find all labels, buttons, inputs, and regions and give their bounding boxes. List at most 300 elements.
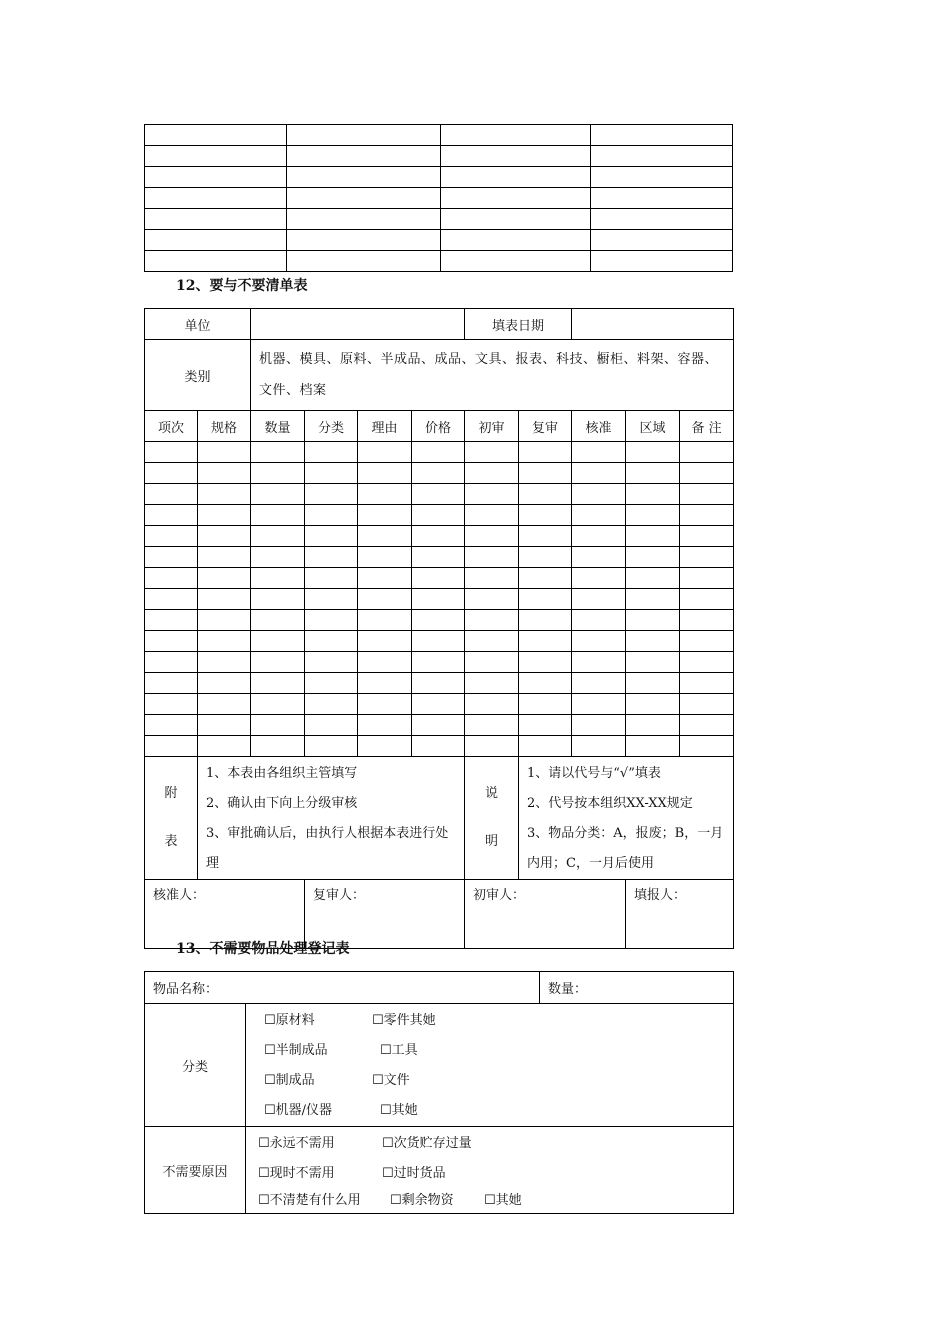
table-cell[interactable] (465, 631, 519, 652)
reason-label: 不需要原因 (145, 1127, 246, 1214)
table-row (145, 484, 734, 505)
checkbox-option[interactable] (264, 1066, 372, 1096)
table-cell[interactable] (305, 610, 358, 631)
checkbox-icon[interactable]: ☐ (382, 1136, 394, 1151)
table-cell[interactable] (198, 484, 251, 505)
table-cell[interactable] (305, 505, 358, 526)
table-row (145, 463, 734, 484)
checkbox-option[interactable] (390, 1189, 484, 1213)
blank-cell[interactable] (145, 209, 287, 230)
table-cell[interactable] (145, 568, 198, 589)
table-cell[interactable] (145, 526, 198, 547)
table-cell[interactable] (572, 526, 626, 547)
table-cell[interactable] (358, 715, 412, 736)
table-cell[interactable] (412, 631, 465, 652)
checkbox-label: 不清楚有什么用 (269, 1193, 361, 1208)
table-cell[interactable] (572, 589, 626, 610)
table-cell[interactable] (358, 610, 412, 631)
table-cell[interactable] (305, 715, 358, 736)
table-cell[interactable] (680, 505, 734, 526)
category-label: 类别 (145, 340, 251, 411)
checkbox-icon[interactable]: ☐ (484, 1193, 496, 1208)
checkbox-option[interactable] (380, 1036, 418, 1066)
table-cell[interactable] (626, 442, 680, 463)
checkbox-option[interactable] (264, 1036, 380, 1066)
blank-cell[interactable] (591, 125, 733, 146)
table-cell[interactable] (680, 610, 734, 631)
option-line (258, 1159, 733, 1189)
table-row (145, 505, 734, 526)
table-cell[interactable] (358, 547, 412, 568)
table-row (145, 610, 734, 631)
table-cell[interactable] (412, 736, 465, 757)
table-cell[interactable] (626, 484, 680, 505)
table-cell[interactable] (358, 526, 412, 547)
blank-row (145, 251, 733, 272)
checkbox-label: 现时不需用 (269, 1166, 335, 1181)
checkbox-label: 永远不需用 (269, 1136, 335, 1151)
table-cell[interactable] (626, 526, 680, 547)
checkbox-label: 制成品 (275, 1073, 315, 1088)
blank-cell[interactable] (145, 188, 287, 209)
table-cell[interactable] (305, 652, 358, 673)
table-cell[interactable] (412, 652, 465, 673)
table-cell[interactable] (680, 568, 734, 589)
table-cell[interactable] (680, 673, 734, 694)
table-cell[interactable] (412, 505, 465, 526)
table-cell[interactable] (145, 736, 198, 757)
table-cell[interactable] (412, 484, 465, 505)
blank-cell[interactable] (145, 251, 287, 272)
table-cell[interactable] (358, 673, 412, 694)
blank-cell[interactable] (441, 125, 591, 146)
checkbox-label: 半制成品 (275, 1043, 328, 1058)
approver-field[interactable]: 核准人： (145, 880, 305, 949)
table-cell[interactable] (145, 715, 198, 736)
option-line (258, 1129, 733, 1159)
table-cell[interactable] (305, 547, 358, 568)
table-cell[interactable] (198, 568, 251, 589)
blank-cell[interactable] (441, 188, 591, 209)
table-cell[interactable] (198, 589, 251, 610)
table-cell[interactable] (251, 547, 305, 568)
table-cell[interactable] (680, 463, 734, 484)
checkbox-icon[interactable]: ☐ (264, 1073, 276, 1088)
blank-row (145, 167, 733, 188)
blank-cell[interactable] (591, 167, 733, 188)
table-cell[interactable] (251, 484, 305, 505)
table-cell[interactable] (198, 547, 251, 568)
checkbox-option[interactable] (382, 1159, 446, 1189)
table-cell[interactable] (412, 547, 465, 568)
table-cell[interactable] (145, 484, 198, 505)
section-12-title: 12、要与不要清单表 (176, 278, 308, 294)
table-cell[interactable] (465, 589, 519, 610)
table-cell[interactable] (572, 463, 626, 484)
table-cell[interactable] (251, 463, 305, 484)
table-cell[interactable] (572, 652, 626, 673)
table-cell[interactable] (198, 610, 251, 631)
blank-cell[interactable] (441, 146, 591, 167)
blank-cell[interactable] (591, 146, 733, 167)
option-line (264, 1066, 733, 1096)
table-cell[interactable] (572, 673, 626, 694)
table-cell[interactable] (198, 652, 251, 673)
table-cell[interactable] (519, 631, 572, 652)
table-cell[interactable] (465, 442, 519, 463)
table-cell[interactable] (412, 715, 465, 736)
table-cell[interactable] (251, 652, 305, 673)
blank-grid-table (144, 124, 733, 272)
blank-cell[interactable] (287, 251, 441, 272)
table-row (145, 526, 734, 547)
blank-cell[interactable] (287, 146, 441, 167)
table-cell[interactable] (680, 484, 734, 505)
table-cell[interactable] (305, 631, 358, 652)
blank-cell[interactable] (145, 146, 287, 167)
table-row (145, 631, 734, 652)
table-cell[interactable] (626, 610, 680, 631)
table-cell[interactable] (305, 442, 358, 463)
table-cell[interactable] (145, 463, 198, 484)
table-cell[interactable] (626, 652, 680, 673)
table-cell[interactable] (626, 673, 680, 694)
column-header: 核准 (572, 411, 626, 442)
blank-cell[interactable] (287, 167, 441, 188)
table-cell[interactable] (626, 736, 680, 757)
checkbox-option[interactable] (380, 1096, 418, 1126)
table-cell[interactable] (145, 610, 198, 631)
table-cell[interactable] (145, 652, 198, 673)
table-cell[interactable] (465, 694, 519, 715)
checkbox-icon[interactable]: ☐ (382, 1166, 394, 1181)
table-cell[interactable] (465, 526, 519, 547)
table-cell[interactable] (358, 652, 412, 673)
appendix-label: 附 表 (145, 757, 198, 880)
unit-label: 单位 (145, 309, 251, 340)
table-cell[interactable] (145, 547, 198, 568)
fill-date-field[interactable] (572, 309, 734, 340)
table-cell[interactable] (145, 694, 198, 715)
table-cell[interactable] (572, 568, 626, 589)
table-cell[interactable] (305, 736, 358, 757)
table-row (145, 442, 734, 463)
table-cell[interactable] (626, 589, 680, 610)
table-cell[interactable] (519, 484, 572, 505)
table-cell[interactable] (412, 610, 465, 631)
table-cell[interactable] (572, 610, 626, 631)
table-cell[interactable] (626, 715, 680, 736)
checkbox-icon[interactable]: ☐ (390, 1193, 402, 1208)
table-cell[interactable] (305, 463, 358, 484)
table-cell[interactable] (198, 694, 251, 715)
table-cell[interactable] (626, 547, 680, 568)
option-line (264, 1006, 733, 1036)
explain-notes: 1、请以代号与“√”填表 2、代号按本组织XX-XX规定 3、物品分类：A，报废；B，一月内用；C，一月后使用 (519, 757, 734, 880)
table-cell[interactable] (251, 589, 305, 610)
checkbox-option[interactable] (372, 1066, 410, 1096)
blank-cell[interactable] (287, 188, 441, 209)
table-cell[interactable] (251, 442, 305, 463)
table-cell[interactable] (465, 505, 519, 526)
table-cell[interactable] (198, 673, 251, 694)
table-cell[interactable] (358, 463, 412, 484)
blank-cell[interactable] (287, 209, 441, 230)
table-cell[interactable] (198, 736, 251, 757)
table-cell[interactable] (680, 442, 734, 463)
table-row (145, 715, 734, 736)
table-cell[interactable] (519, 547, 572, 568)
table-cell[interactable] (358, 694, 412, 715)
blank-cell[interactable] (145, 230, 287, 251)
table-cell[interactable] (572, 694, 626, 715)
table-cell[interactable] (572, 631, 626, 652)
checkbox-option[interactable] (258, 1189, 390, 1213)
table-cell[interactable] (519, 694, 572, 715)
table-cell[interactable] (465, 568, 519, 589)
checkbox-icon[interactable]: ☐ (258, 1166, 270, 1181)
blank-row (145, 209, 733, 230)
category-value: 机器、模具、原料、半成品、成品、文具、报表、科技、橱柜、料架、容器、文件、档案 (251, 340, 734, 411)
table-cell[interactable] (519, 589, 572, 610)
quantity-field[interactable]: 数量： (540, 972, 734, 1004)
table-cell[interactable] (465, 484, 519, 505)
table-cell[interactable] (680, 736, 734, 757)
table-cell[interactable] (251, 673, 305, 694)
table-cell[interactable] (519, 526, 572, 547)
table-row (145, 652, 734, 673)
table-cell[interactable] (251, 694, 305, 715)
table-cell[interactable] (251, 526, 305, 547)
column-header: 复审 (519, 411, 572, 442)
checkbox-option[interactable] (484, 1189, 522, 1213)
table-cell[interactable] (198, 526, 251, 547)
table-cell[interactable] (680, 652, 734, 673)
table-cell[interactable] (680, 631, 734, 652)
table-cell[interactable] (251, 568, 305, 589)
table-cell[interactable] (519, 463, 572, 484)
table-cell[interactable] (519, 442, 572, 463)
column-header: 分类 (305, 411, 358, 442)
blank-cell[interactable] (591, 230, 733, 251)
table-cell[interactable] (198, 715, 251, 736)
explain-label: 说 明 (465, 757, 519, 880)
blank-cell[interactable] (145, 167, 287, 188)
table-cell[interactable] (412, 463, 465, 484)
checkbox-label: 剩余物资 (401, 1193, 454, 1208)
checkbox-option[interactable] (258, 1129, 382, 1159)
checkbox-option[interactable] (264, 1096, 380, 1126)
table-row (145, 568, 734, 589)
table-cell[interactable] (519, 736, 572, 757)
table-cell[interactable] (145, 442, 198, 463)
table-cell[interactable] (680, 526, 734, 547)
table-cell[interactable] (572, 484, 626, 505)
table-row (145, 547, 734, 568)
blank-cell[interactable] (145, 125, 287, 146)
table-cell[interactable] (680, 694, 734, 715)
blank-cell[interactable] (287, 230, 441, 251)
blank-cell[interactable] (591, 188, 733, 209)
checkbox-icon[interactable]: ☐ (258, 1193, 270, 1208)
table-cell[interactable] (680, 547, 734, 568)
checkbox-icon[interactable]: ☐ (258, 1136, 270, 1151)
table-cell[interactable] (358, 736, 412, 757)
filler-field[interactable]: 填报人： (626, 880, 734, 949)
table-cell[interactable] (412, 526, 465, 547)
table-cell[interactable] (358, 442, 412, 463)
table-cell[interactable] (465, 715, 519, 736)
column-header: 规格 (198, 411, 251, 442)
table-cell[interactable] (251, 631, 305, 652)
table-row (145, 673, 734, 694)
fill-date-label: 填表日期 (465, 309, 572, 340)
section-13-title: 13、不需要物品处理登记表 (176, 941, 350, 957)
checkbox-icon[interactable]: ☐ (264, 1043, 276, 1058)
table-cell[interactable] (465, 463, 519, 484)
table-cell[interactable] (358, 484, 412, 505)
table-cell[interactable] (465, 610, 519, 631)
table-cell[interactable] (251, 505, 305, 526)
checkbox-icon[interactable]: ☐ (372, 1073, 384, 1088)
table-cell[interactable] (519, 652, 572, 673)
table-cell[interactable] (519, 715, 572, 736)
column-header: 项次 (145, 411, 198, 442)
checkbox-icon[interactable]: ☐ (264, 1103, 276, 1118)
table-cell[interactable] (572, 715, 626, 736)
column-header: 初审 (465, 411, 519, 442)
table-cell[interactable] (519, 568, 572, 589)
table-row (145, 694, 734, 715)
checkbox-icon[interactable]: ☐ (380, 1043, 392, 1058)
table-cell[interactable] (465, 673, 519, 694)
checkbox-label: 过时货品 (393, 1166, 446, 1181)
column-header: 理由 (358, 411, 412, 442)
table-cell[interactable] (465, 652, 519, 673)
checkbox-label: 工具 (391, 1043, 418, 1058)
table-row (145, 589, 734, 610)
table-cell[interactable] (412, 694, 465, 715)
table-cell[interactable] (251, 736, 305, 757)
table-cell[interactable] (305, 694, 358, 715)
table-cell[interactable] (305, 673, 358, 694)
table-cell[interactable] (412, 589, 465, 610)
table-cell[interactable] (519, 610, 572, 631)
checkbox-option[interactable] (372, 1006, 436, 1036)
blank-cell[interactable] (591, 251, 733, 272)
reason-options (246, 1127, 734, 1214)
table-cell[interactable] (198, 505, 251, 526)
checkbox-icon[interactable]: ☐ (264, 1013, 276, 1028)
checkbox-option[interactable] (382, 1129, 472, 1159)
table-cell[interactable] (626, 568, 680, 589)
option-line (258, 1189, 733, 1213)
checkbox-icon[interactable]: ☐ (372, 1013, 384, 1028)
table-cell[interactable] (519, 673, 572, 694)
blank-cell[interactable] (441, 167, 591, 188)
column-header: 数量 (251, 411, 305, 442)
blank-cell[interactable] (441, 209, 591, 230)
blank-cell[interactable] (591, 209, 733, 230)
item-name-field[interactable]: 物品名称： (145, 972, 540, 1004)
checkbox-icon[interactable]: ☐ (380, 1103, 392, 1118)
checkbox-option[interactable] (264, 1006, 372, 1036)
blank-row (145, 188, 733, 209)
table-cell[interactable] (572, 505, 626, 526)
table-cell[interactable] (198, 631, 251, 652)
blank-row (145, 230, 733, 251)
blank-row (145, 146, 733, 167)
table-cell[interactable] (251, 610, 305, 631)
column-header: 价格 (412, 411, 465, 442)
unit-field[interactable] (251, 309, 465, 340)
reviewer-field[interactable]: 复审人： (305, 880, 465, 949)
checkbox-label: 机器/仪器 (275, 1103, 333, 1118)
table-cell[interactable] (465, 547, 519, 568)
table-cell[interactable] (145, 631, 198, 652)
table-cell[interactable] (251, 715, 305, 736)
table-cell[interactable] (145, 505, 198, 526)
table-cell[interactable] (412, 673, 465, 694)
checkbox-label: 原材料 (275, 1013, 315, 1028)
checkbox-label: 零件其她 (383, 1013, 436, 1028)
checkbox-option[interactable] (258, 1159, 382, 1189)
option-line (264, 1036, 733, 1066)
table-cell[interactable] (465, 736, 519, 757)
category-label: 分类 (145, 1004, 246, 1127)
column-header: 区域 (626, 411, 680, 442)
table-cell[interactable] (572, 547, 626, 568)
table-cell[interactable] (358, 505, 412, 526)
table-cell[interactable] (680, 715, 734, 736)
table-cell[interactable] (358, 568, 412, 589)
table-cell[interactable] (626, 694, 680, 715)
table-cell[interactable] (198, 442, 251, 463)
table-cell[interactable] (305, 526, 358, 547)
table-cell[interactable] (572, 442, 626, 463)
blank-cell[interactable] (441, 251, 591, 272)
table-cell[interactable] (412, 442, 465, 463)
column-header: 备 注 (680, 411, 734, 442)
table-cell[interactable] (305, 484, 358, 505)
checkbox-label: 次货贮存过量 (393, 1136, 472, 1151)
checkbox-label: 文件 (383, 1073, 410, 1088)
table-cell[interactable] (145, 589, 198, 610)
table-cell[interactable] (572, 736, 626, 757)
keep-discard-list-table (144, 308, 734, 949)
table-cell[interactable] (626, 463, 680, 484)
checkbox-label: 其她 (495, 1193, 522, 1208)
unneeded-items-register-table (144, 971, 734, 1214)
table-cell[interactable] (358, 589, 412, 610)
table-row (145, 736, 734, 757)
appendix-notes: 1、本表由各组织主管填写 2、确认由下向上分级审核 3、审批确认后，由执行人根据本表进行处理 (198, 757, 465, 880)
blank-cell[interactable] (441, 230, 591, 251)
table-cell[interactable] (626, 631, 680, 652)
table-cell[interactable] (519, 505, 572, 526)
table-cell[interactable] (412, 568, 465, 589)
table-cell[interactable] (358, 631, 412, 652)
first-reviewer-field[interactable]: 初审人： (465, 880, 626, 949)
table-cell[interactable] (145, 673, 198, 694)
blank-cell[interactable] (287, 125, 441, 146)
table-cell[interactable] (680, 589, 734, 610)
table-cell[interactable] (305, 568, 358, 589)
table-cell[interactable] (305, 589, 358, 610)
option-line (264, 1096, 733, 1126)
table-cell[interactable] (198, 463, 251, 484)
table-cell[interactable] (626, 505, 680, 526)
